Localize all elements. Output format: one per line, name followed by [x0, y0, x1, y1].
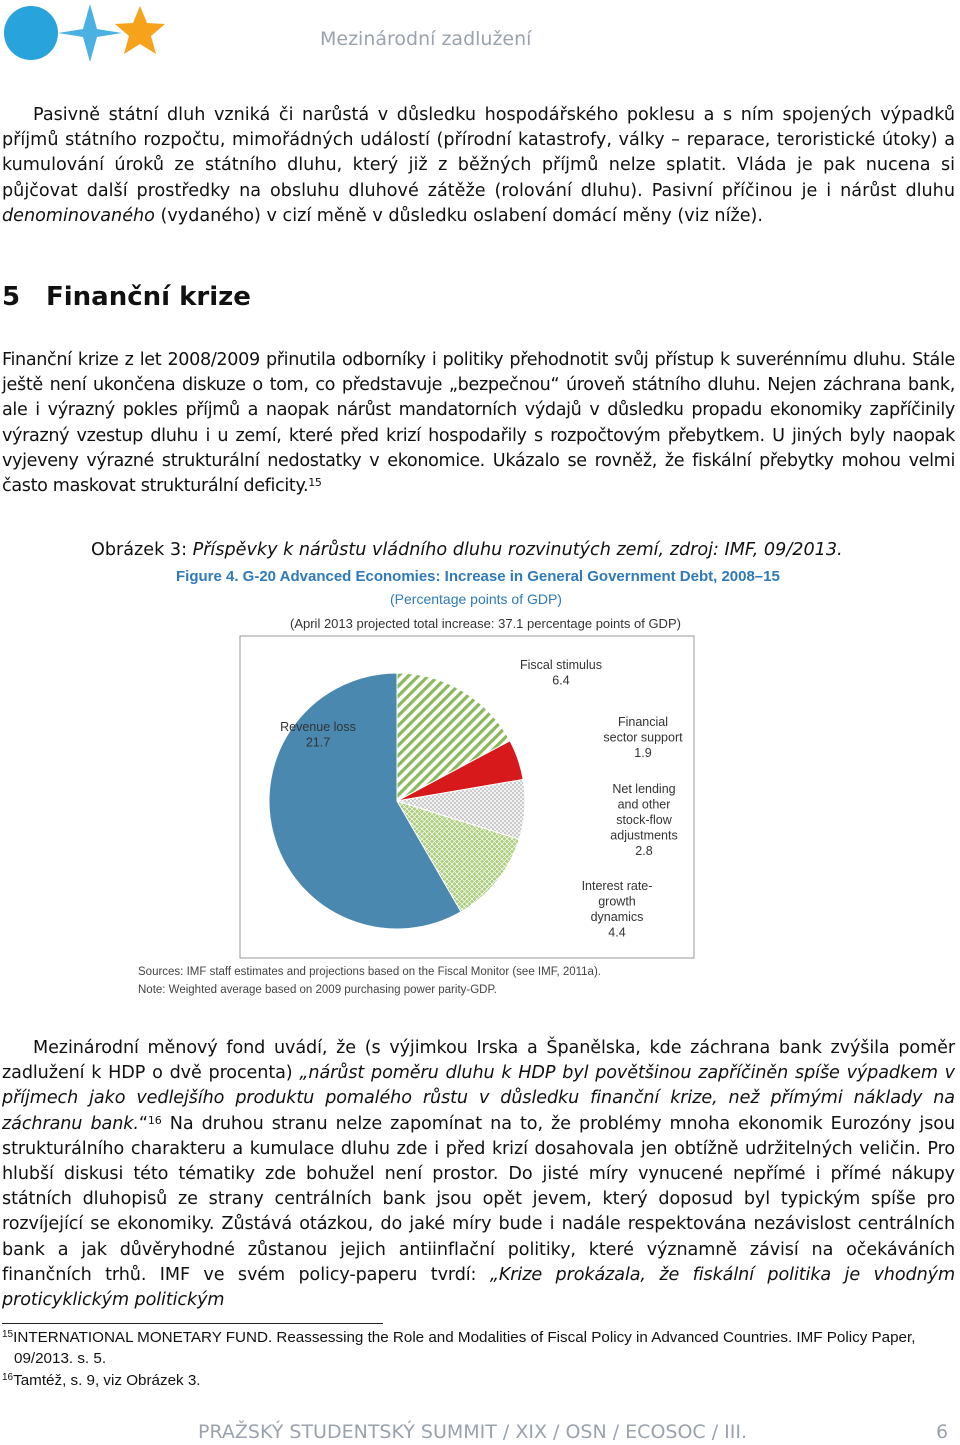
- paragraph-text-cont: Na druhou stranu nelze zapomínat na to, že problémy mnoha ekonomik Eurozóny jsou strukturálního charakteru a kumulace dluhu zde i před krizí dosahovala jen obtížně udržitelných veličin. Pro hlubší diskusi této tématiky zde bohužel není prostor. Do jisté míry vynucené nepřímé i přímé nákupy státních dluhopisů ze strany centrálních bank jsou opět jevem, který doposud byl typickým spíše pro rozvíjející se ekonomiky. Zůstává otázkou, do jaké míry bude i nadále respektována nezávislost centrálních bank a jak důvěryhodné zůstanou jejich antiinflační politiky, které významně závisí na očekáváních finančních trhů. IMF ve svém policy-paperu tvrdí:: [2, 1113, 955, 1285]
- slice-name-label: adjustments: [610, 828, 678, 843]
- section-heading: [2, 282, 251, 312]
- page-footer: PRAŽSKÝ STUDENTSKÝ SUMMIT / XIX / OSN / ECOSOC / III.: [198, 1421, 748, 1443]
- paragraph-text: Finanční krize z let 2008/2009 přinutila odborníky i politiky přehodnotit svůj přístup k suverénnímu dluhu. Stále ještě není ukončena diskuze o tom, co představuje „bezpečnou“ úroveň státního dluhu. Nejen záchrana bank, ale i výrazný pokles příjmů a naopak nárůst mandatorních výdajů v důsledku propadu ekonomiky zapříčinily výrazný vzestup dluhu i u zemí, které před krizí hospodařily s rozpočtovým přebytkem. U jiných byly naopak vyjeveny výrazné strukturální nedostatky v ekonomice. Ukázalo se rovněž, že fiskální přebytky mohou velmi často maskovat strukturální deficity.: [2, 350, 955, 497]
- figure-caption-label: Obrázek 3:: [91, 540, 193, 560]
- slice-name-label: stock-flow: [616, 813, 672, 827]
- slice-name-label: and other: [617, 797, 671, 812]
- page-number: 6: [936, 1421, 949, 1443]
- section-title: Finanční krize: [46, 282, 251, 312]
- chart-sources: Sources: IMF staff estimates and projections based on the Fiscal Monitor (see IMF, 2011a).: [138, 966, 601, 978]
- slice-value-label: 6.4: [552, 673, 570, 688]
- slice-value-label: 21.7: [305, 735, 331, 750]
- slice-name-label: dynamics: [590, 910, 644, 924]
- chart-title: Figure 4. G-20 Advanced Economies: Increase in General Government Debt, 2008–15: [176, 568, 780, 585]
- footnote-text: INTERNATIONAL MONETARY FUND. Reassessing the Role and Modalities of Fiscal Policy in Advanced Countries. IMF Policy Paper, 09/2013. s. 5.: [13, 1329, 916, 1367]
- footnote-number: 16: [2, 1372, 14, 1383]
- paragraph-text-end: (vydaného) v cizí měně v důsledku oslabení domácí měny (viz níže).: [154, 205, 763, 226]
- pie-chart-figure: [132, 564, 832, 1004]
- footnote: [2, 1370, 955, 1391]
- slice-name-label: growth: [598, 894, 636, 909]
- footnote: [2, 1327, 960, 1369]
- slice-value-label: 2.8: [635, 844, 653, 858]
- chart-note-top: (April 2013 projected total increase: 37.1 percentage points of GDP): [290, 616, 681, 631]
- slice-value-label: 4.4: [608, 925, 626, 940]
- logo-star-blue: [58, 4, 122, 62]
- paragraph-text: Pasivně státní dluh vzniká či narůstá v důsledku hospodářského poklesu a s ním spojených výpadků příjmů státního rozpočtu, mimořádných událostí (přírodní katastrofy, války – reparace, teroristické útoky) a kumulování úroků ze státního dluhu, který již z běžných příjmů nelze splatit. Vláda je pak nucena si půjčovat další prostředky na obsluhu dluhové zátěže (rolování dluhu). Pasivní příčinou je i nárůst dluhu: [2, 105, 955, 201]
- imf-quote: „nárůst poměru dluhu k HDP byl povětšinou zapříčiněn spíše výpadkem v příjmech jako vedlejšího produktu pomalého růstu v důsledku finanční krize, než přímými náklady na záchranu bank.: [2, 1063, 955, 1134]
- footnote-text: Tamtéž, s. 9, viz Obrázek 3.: [13, 1372, 201, 1389]
- paragraph-imf: [2, 1036, 955, 1313]
- figure-caption: [91, 540, 951, 560]
- footnote-ref: 15: [308, 476, 322, 490]
- header-title: Mezinárodní zadlužení: [320, 28, 532, 50]
- pie: [269, 673, 525, 929]
- slice-name-label: Net lending: [612, 782, 676, 796]
- slice-name-label: sector support: [603, 730, 683, 745]
- chart-subtitle: (Percentage points of GDP): [390, 591, 562, 607]
- logo-circle: [4, 6, 58, 60]
- slice-name-label: Interest rate-: [581, 879, 653, 893]
- close-quote: “: [138, 1113, 148, 1134]
- italic-term: denominovaného: [2, 205, 155, 226]
- imf-quote-2: „Krize prokázala, že fiskální politika je vhodným proticyklickým politickým: [2, 1264, 955, 1311]
- footnote-number: 15: [2, 1329, 14, 1340]
- slice-name-label: Financial: [617, 715, 669, 729]
- section-number: 5: [2, 282, 21, 312]
- logo-star-orange: [115, 6, 165, 54]
- paragraph-passive-debt: [2, 103, 955, 229]
- logo: [2, 2, 167, 64]
- paragraph-financial-crisis: [2, 348, 955, 499]
- paragraph-text: Mezinárodní měnový fond uvádí, že (s výjimkou Irska a Španělska, kde záchrana bank zvýšila poměr zadlužení k HDP o dvě procenta): [2, 1038, 955, 1084]
- slice-name-label: Revenue loss: [280, 720, 356, 734]
- footnote-ref: 16: [147, 1113, 162, 1127]
- slice-value-label: 1.9: [634, 746, 652, 760]
- slice-name-label: Fiscal stimulus: [520, 658, 602, 672]
- footnote-divider: [2, 1323, 383, 1324]
- figure-caption-title: Příspěvky k nárůstu vládního dluhu rozvinutých zemí, zdroj: IMF, 09/2013.: [192, 540, 843, 560]
- chart-note: Note: Weighted average based on 2009 purchasing power parity-GDP.: [138, 984, 497, 996]
